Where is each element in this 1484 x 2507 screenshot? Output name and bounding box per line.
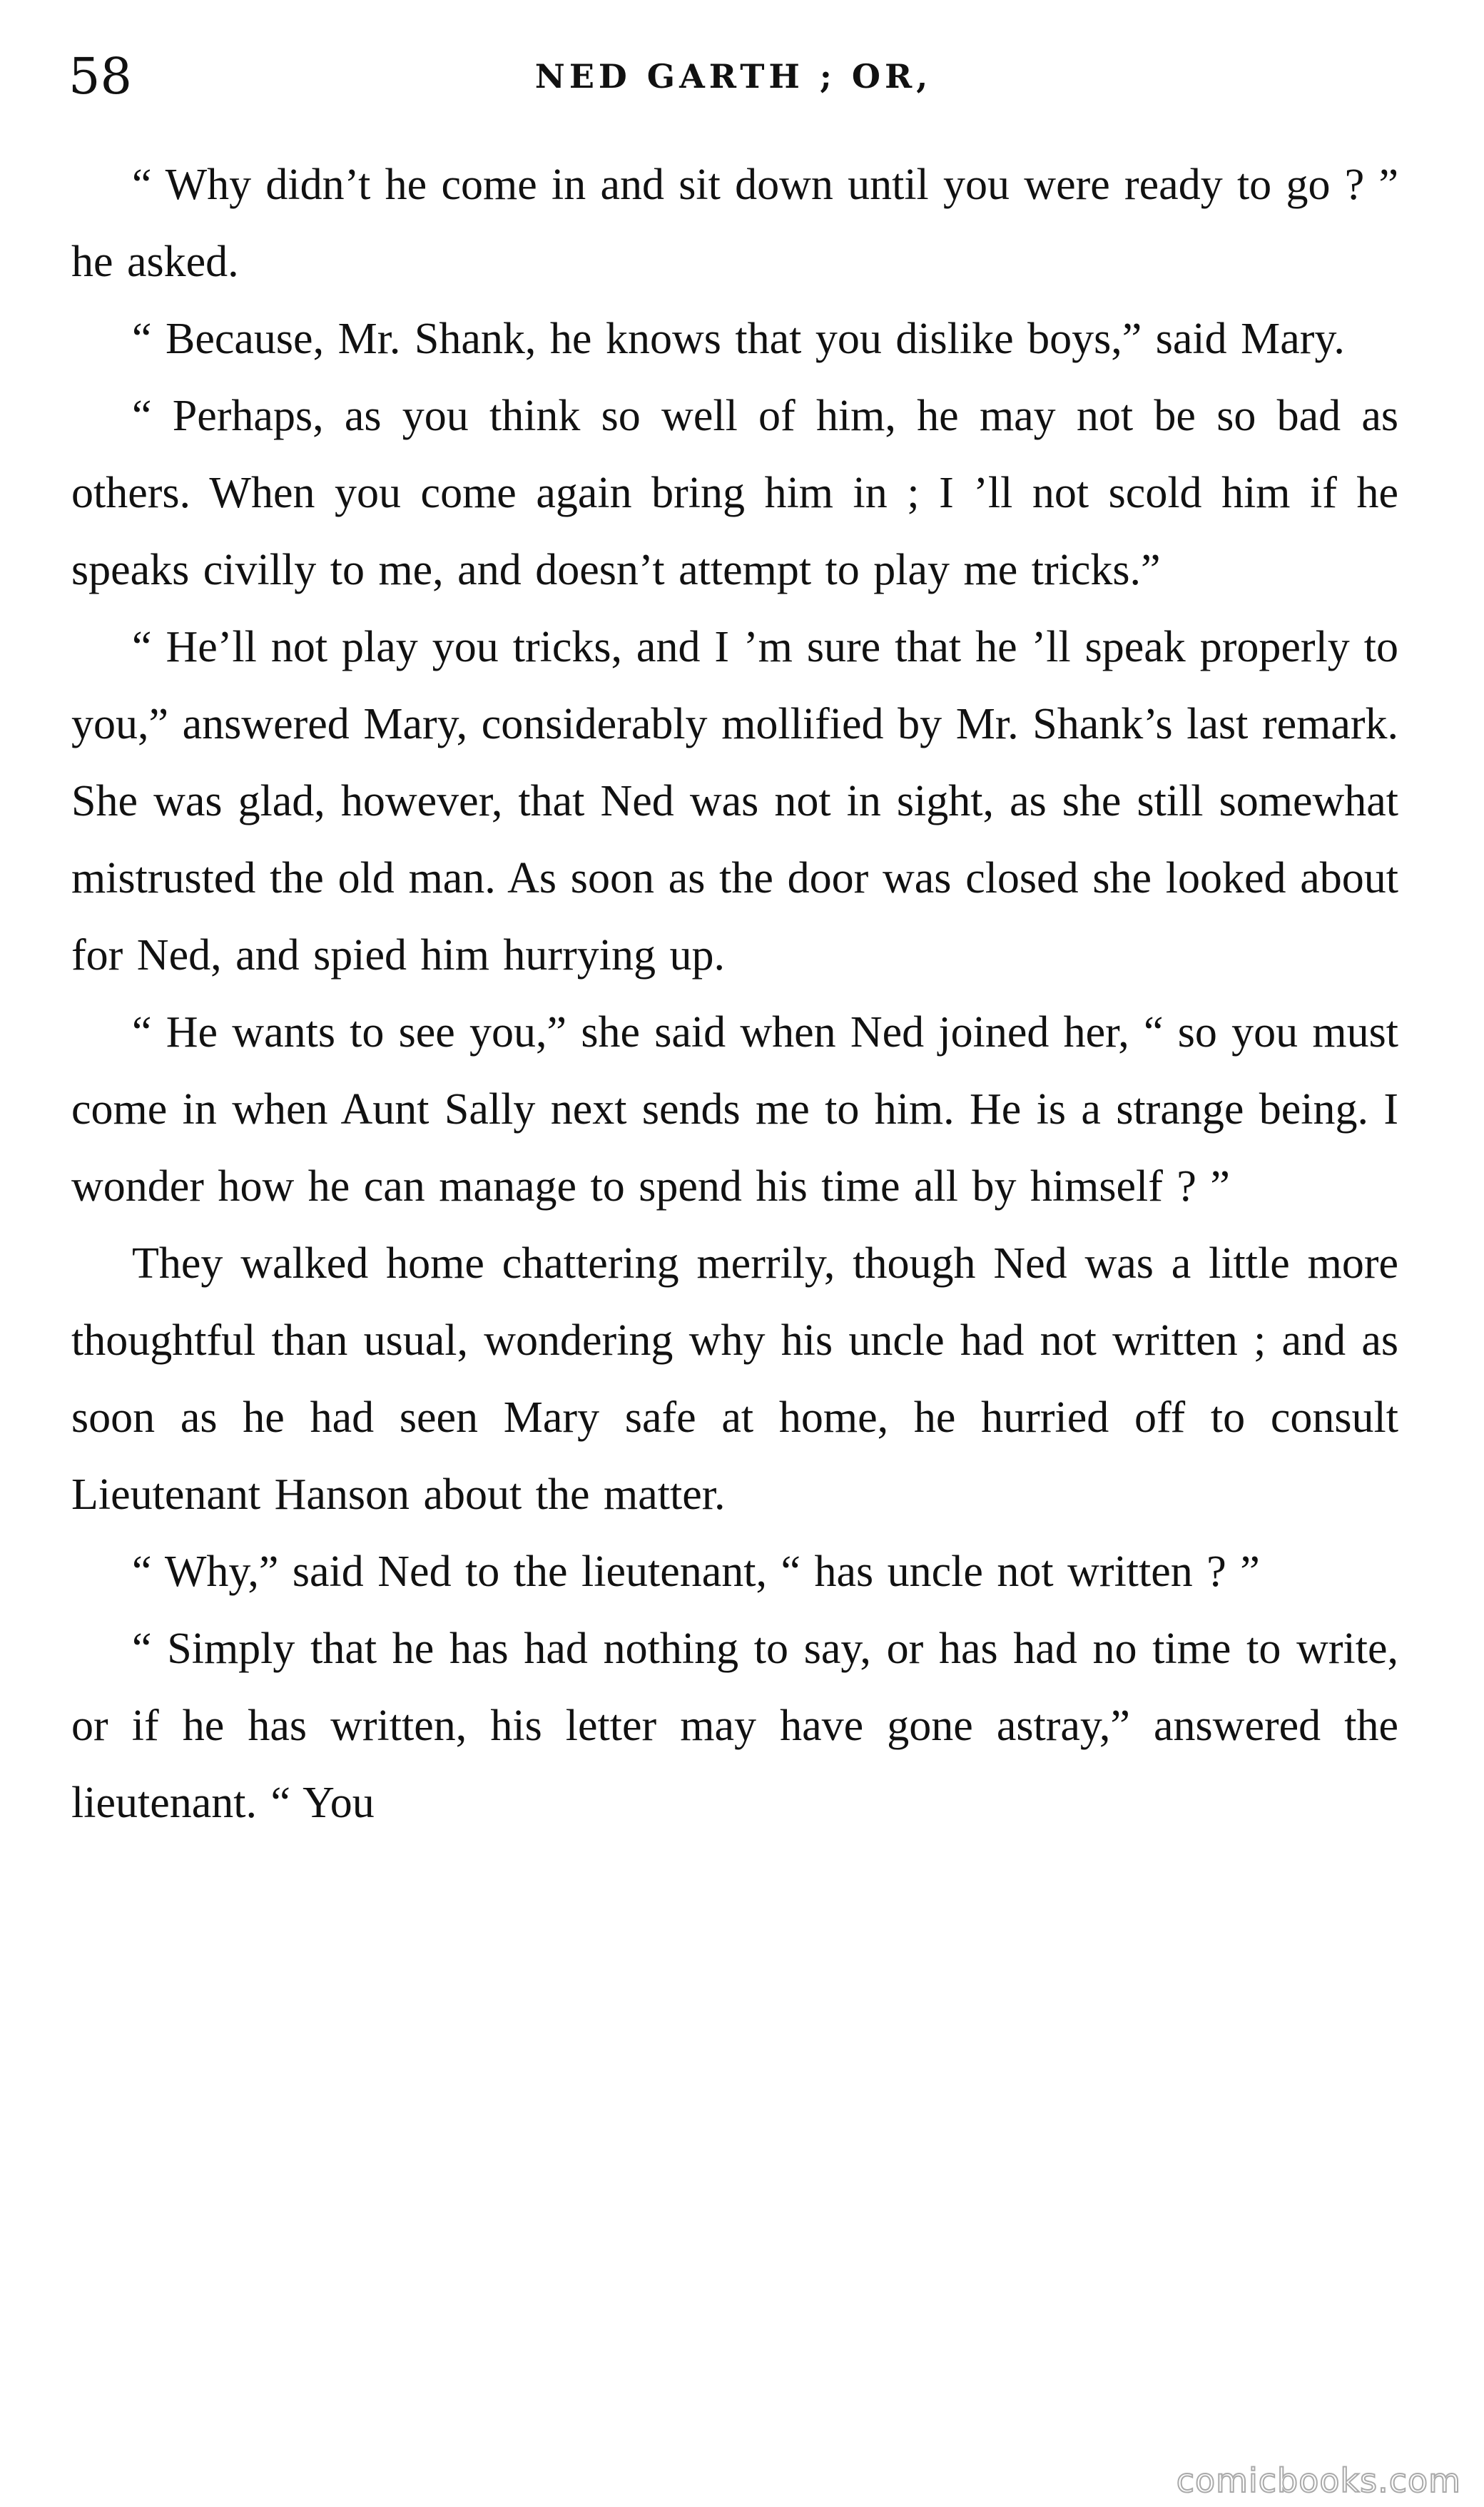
paragraph: “ Because, Mr. Shank, he knows that you dislike boys,” said Mary. [132, 315, 1345, 363]
paragraph: “ Perhaps, as you think so well of him, he may not be so bad as others. When you come again bring him in ; I ’ll not scold him if he speaks civilly to me, and doesn’t attempt to play me tricks.” [71, 392, 1398, 594]
paragraph: “ Why,” said Ned to the lieutenant, “ has uncle not written ? ” [132, 1547, 1260, 1596]
paragraph: They walked home chattering merrily, though Ned was a little more thoughtful than usual, wondering why his uncle had not written ; and as soon as he had seen Mary safe at home, he hurried off to consult Lieutenant Hanson about the matter. [71, 1239, 1398, 1519]
paragraph: “ Simply that he has had nothing to say, or has had no time to write, or if he has written, his letter may have gone astray,” answered the lieutenant. “ You [71, 1624, 1398, 1827]
page-body [71, 146, 1398, 1841]
page-header [68, 37, 1398, 116]
page-number: 58 [68, 47, 133, 106]
running-title: NED GARTH ; OR, [534, 57, 932, 96]
watermark: comicbooks.com [1176, 2461, 1461, 2500]
paragraph: “ Why didn’t he come in and sit down until you were ready to go ? ” he asked. [71, 161, 1398, 286]
paragraph: “ He wants to see you,” she said when Ned joined her, “ so you must come in when Aunt Sally next sends me to him. He is a strange being. I wonder how he can manage to spend his time all by himself ? ” [71, 1008, 1398, 1211]
paragraph: “ He’ll not play you tricks, and I ’m sure that he ’ll speak properly to you,” answered Mary, considerably mollified by Mr. Shank’s last remark. She was glad, however, that Ned was not in sight, as she still somewhat mistrusted the old man. As soon as the door was closed she looked about for Ned, and spied him hurrying up. [71, 623, 1398, 980]
